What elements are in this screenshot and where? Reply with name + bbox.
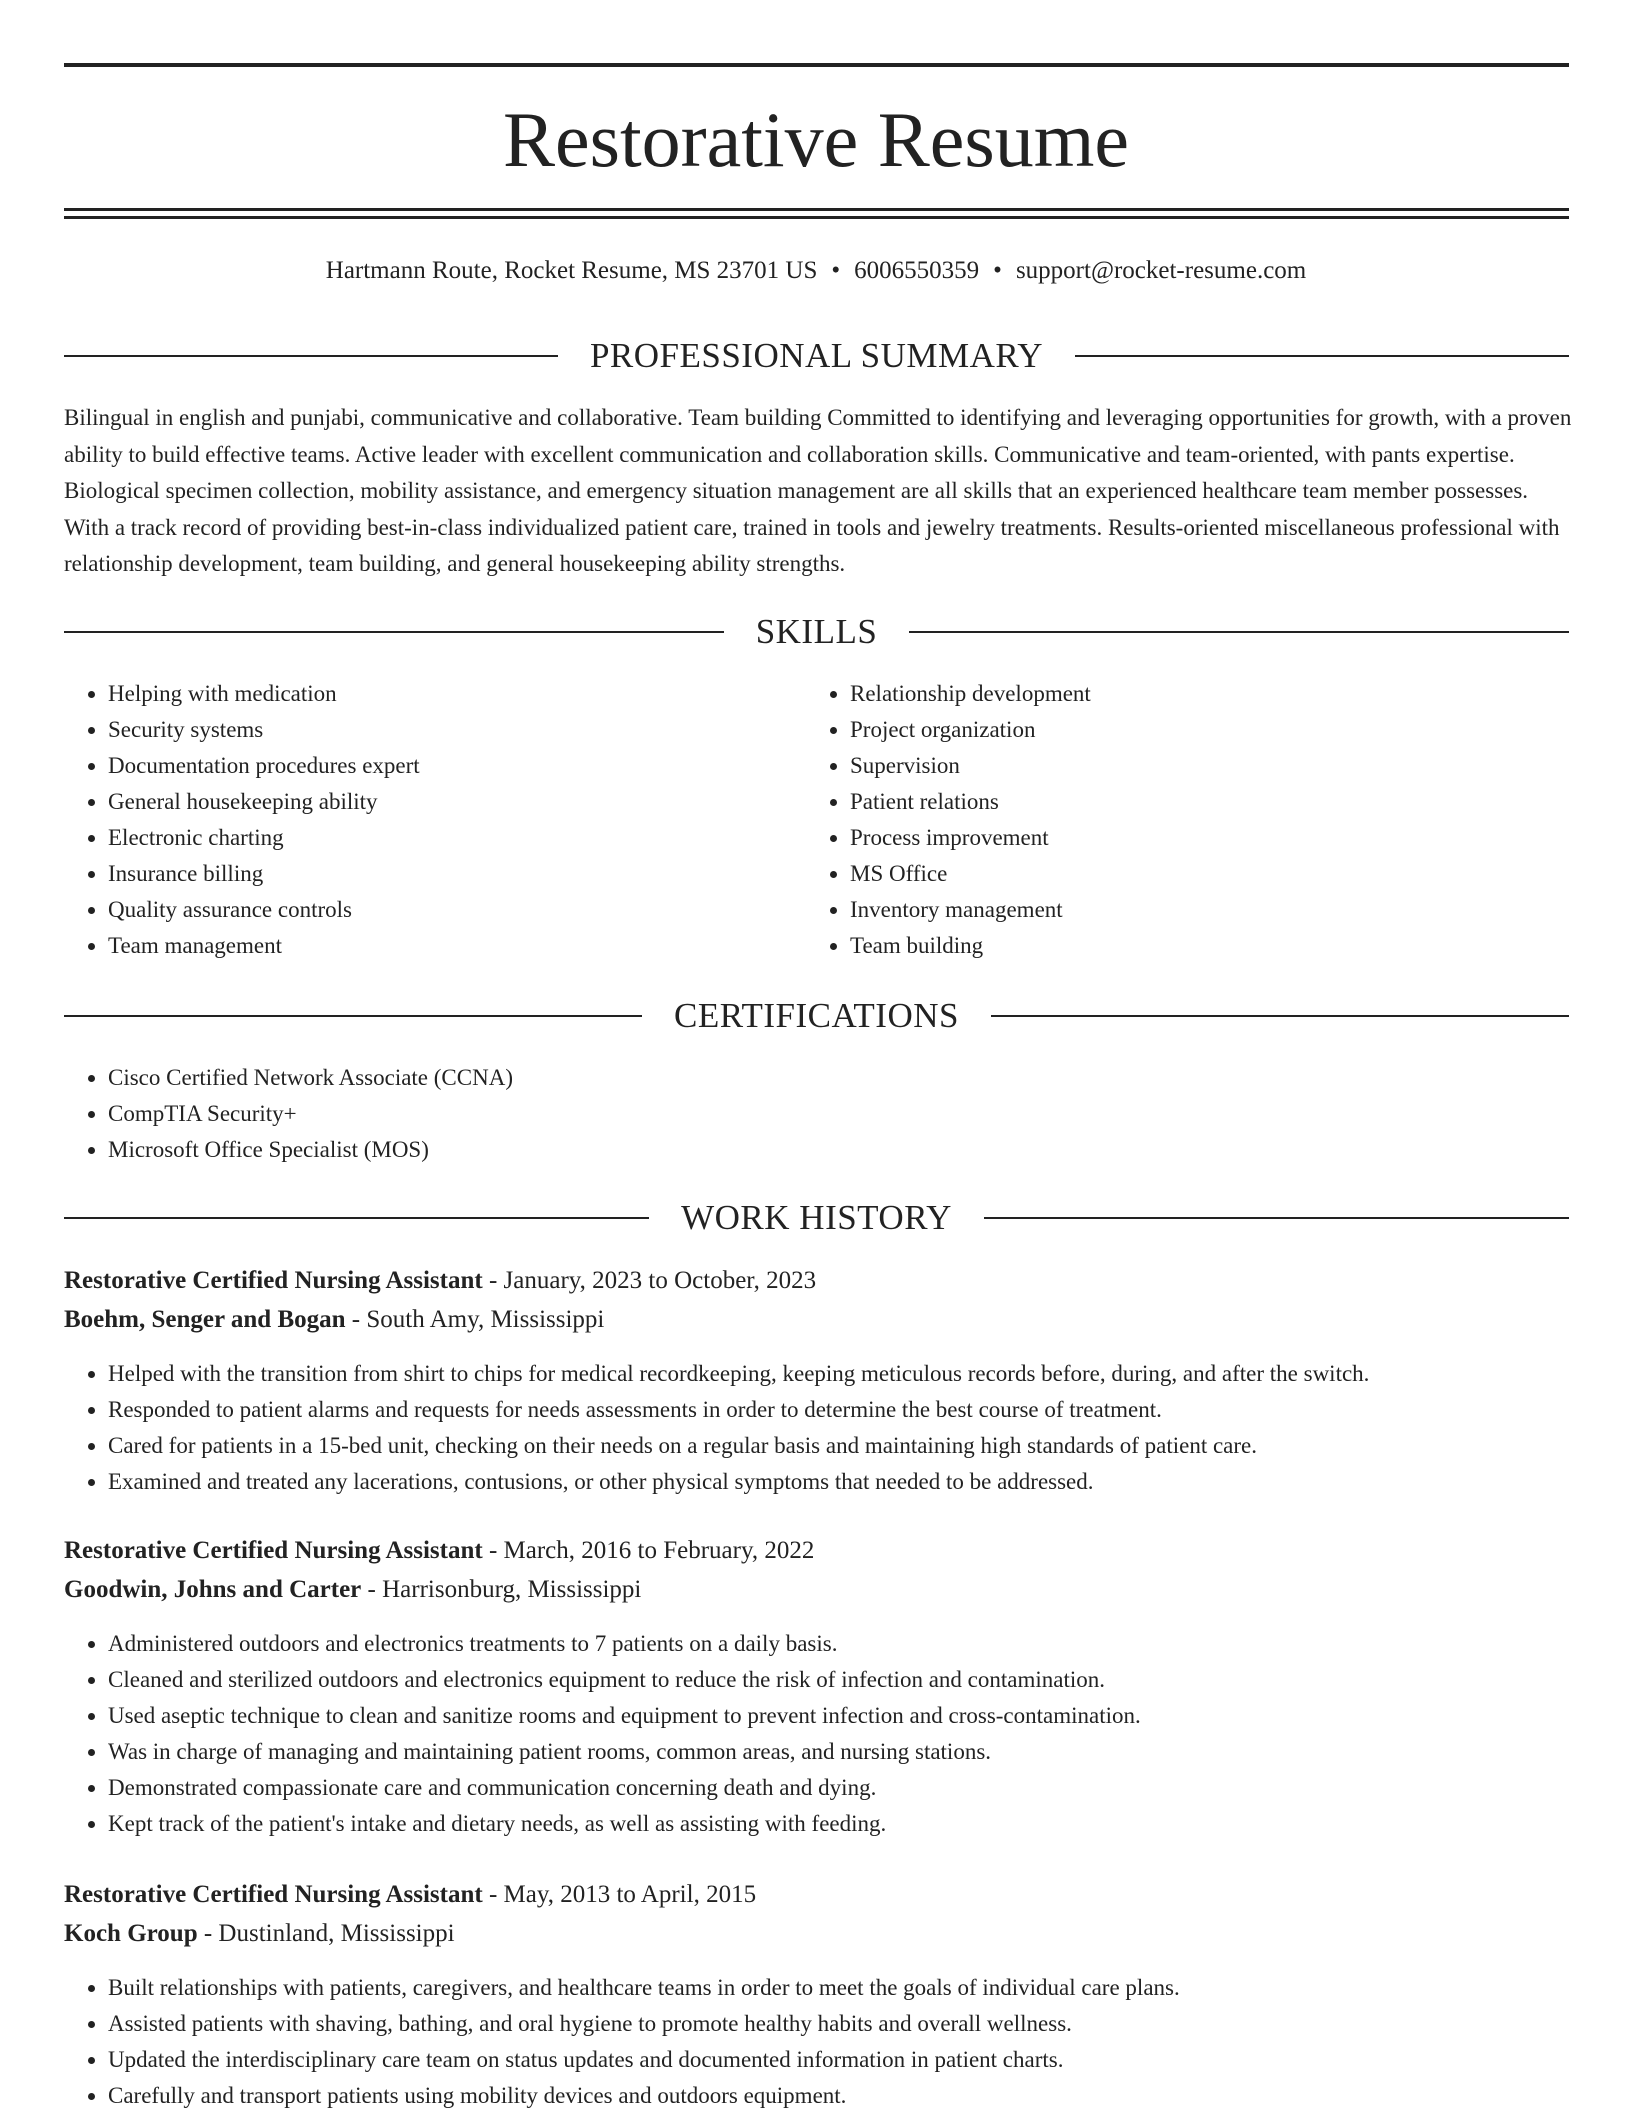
job-title-line [64, 1263, 816, 1299]
duty-item: • Examined and treated any lacerations, contusions, or other physical symptoms that needed to be addressed. [108, 1464, 1613, 1500]
skill-item: • Team management [108, 928, 788, 964]
job-location: - Harrisonburg, Mississippi [361, 1576, 642, 1603]
section-rule [64, 1015, 642, 1017]
duty-item: • Updated the interdisciplinary care team on status updates and documented information in patient charts. [108, 2042, 1613, 2078]
certification-item: • Cisco Certified Network Associate (CCNA) [108, 1060, 1008, 1096]
top-rule [64, 63, 1569, 67]
section-heading-certifications [64, 994, 1569, 1038]
section-rule [1075, 355, 1569, 357]
job-dates: - March, 2016 to February, 2022 [482, 1537, 815, 1564]
certification-item: • Microsoft Office Specialist (MOS) [108, 1132, 1008, 1168]
summary-paragraph: Bilingual in english and punjabi, communicative and collaborative. Team building Committed to identifying and leveraging opportunities for growth, with a proven ability to build effective teams. Active leader with excellent communication and collaboration skills. Communicative and team-oriented, with pants expertise. Biological specimen collection, mobility assistance, and emergency situation management are all skills that an experienced healthcare team member possesses. With a track record of providing best-in-class individualized patient care, trained in tools and jewelry treatments. Results-oriented miscellaneous professional with relationship development, team building, and general housekeeping ability strengths. [64, 405, 1572, 576]
duty-item: • Carefully and transport patients using mobility devices and outdoors equipment. [108, 2078, 1613, 2114]
section-rule [64, 1217, 649, 1219]
resume-title: Restorative Resume [502, 96, 1130, 183]
skill-item: • Electronic charting [108, 820, 788, 856]
section-title: CERTIFICATIONS [674, 996, 959, 1035]
skill-item: • MS Office [850, 856, 1550, 892]
certification-item: • CompTIA Security+ [108, 1096, 1008, 1132]
job-location: - Dustinland, Mississippi [197, 1920, 455, 1947]
duty-item: • Administered outdoors and electronics treatments to 7 patients on a daily basis. [108, 1626, 1613, 1662]
section-title: PROFESSIONAL SUMMARY [589, 336, 1044, 375]
duty-item: • Kept track of the patient's intake and dietary needs, as well as assisting with feeding. [108, 1806, 1613, 1842]
section-rule [991, 1015, 1569, 1017]
job-dates: - January, 2023 to October, 2023 [482, 1267, 817, 1294]
duty-item: • Cleaned and sterilized outdoors and electronics equipment to reduce the risk of infection and contamination. [108, 1662, 1613, 1698]
duty-item: • Responded to patient alarms and requests for needs assessments in order to determine the best course of treatment. [108, 1392, 1613, 1428]
section-rule [64, 631, 724, 633]
duty-item: • Was in charge of managing and maintaining patient rooms, common areas, and nursing stations. [108, 1734, 1613, 1770]
skill-item: • Insurance billing [108, 856, 788, 892]
section-title: WORK HISTORY [681, 1198, 952, 1237]
job-company: Koch Group [64, 1920, 198, 1947]
section-heading-summary [64, 334, 1569, 378]
section-heading-skills [64, 610, 1569, 654]
duty-item: • Assisted patients with shaving, bathing, and oral hygiene to promote healthy habits and overall wellness. [108, 2006, 1613, 2042]
job-title: Restorative Certified Nursing Assistant [64, 1267, 483, 1294]
section-title: SKILLS [755, 612, 878, 651]
contact-address: Hartmann Route, Rocket Resume, MS 23701 US [325, 257, 818, 284]
skill-item: • Project organization [850, 712, 1550, 748]
section-heading-work-history [64, 1196, 1569, 1240]
skill-item: • Relationship development [850, 676, 1550, 712]
job-title: Restorative Certified Nursing Assistant [64, 1537, 483, 1564]
skill-item: • Supervision [850, 748, 1550, 784]
job-title-line [64, 1533, 814, 1569]
job-company-line [64, 1302, 604, 1338]
job-title-line [64, 1877, 756, 1913]
skill-item: • General housekeeping ability [108, 784, 788, 820]
contact-phone: 6006550359 [854, 257, 980, 284]
contact-line [0, 254, 1632, 288]
job-duties-list [64, 1970, 1613, 2114]
section-rule [984, 1217, 1569, 1219]
job-duties-list [64, 1626, 1613, 1842]
skills-list-left [64, 676, 788, 964]
job-duties-list [64, 1356, 1613, 1500]
skills-list-right [806, 676, 1550, 964]
duty-item: • Built relationships with patients, caregivers, and healthcare teams in order to meet the goals of individual care plans. [108, 1970, 1613, 2006]
skill-item: • Team building [850, 928, 1550, 964]
skill-item: • Patient relations [850, 784, 1550, 820]
skill-item: • Helping with medication [108, 676, 788, 712]
job-title: Restorative Certified Nursing Assistant [64, 1881, 483, 1908]
duty-item: • Demonstrated compassionate care and communication concerning death and dying. [108, 1770, 1613, 1806]
title-underline-rule [64, 216, 1569, 219]
contact-separator: • [993, 257, 1002, 284]
skill-item: • Security systems [108, 712, 788, 748]
skill-item: • Inventory management [850, 892, 1550, 928]
contact-email[interactable]: support@rocket-resume.com [1015, 257, 1307, 284]
title-underline-rule [64, 208, 1569, 211]
skill-item: • Quality assurance controls [108, 892, 788, 928]
duty-item: • Used aseptic technique to clean and sanitize rooms and equipment to prevent infection and cross-contamination. [108, 1698, 1613, 1734]
job-company: Boehm, Senger and Bogan [64, 1306, 346, 1333]
skill-item: • Process improvement [850, 820, 1550, 856]
job-dates: - May, 2013 to April, 2015 [482, 1881, 757, 1908]
duty-item: • Helped with the transition from shirt to chips for medical recordkeeping, keeping meticulous records before, during, and after the switch. [108, 1356, 1613, 1392]
job-company: Goodwin, Johns and Carter [64, 1576, 362, 1603]
duty-item: • Cared for patients in a 15-bed unit, checking on their needs on a regular basis and maintaining high standards of patient care. [108, 1428, 1613, 1464]
section-rule [909, 631, 1569, 633]
job-company-line [64, 1572, 641, 1608]
contact-separator: • [831, 257, 841, 284]
job-company-line [64, 1916, 455, 1952]
skill-item: • Documentation procedures expert [108, 748, 788, 784]
certifications-list [64, 1060, 1008, 1168]
section-rule [64, 355, 558, 357]
job-location: - South Amy, Mississippi [345, 1306, 605, 1333]
